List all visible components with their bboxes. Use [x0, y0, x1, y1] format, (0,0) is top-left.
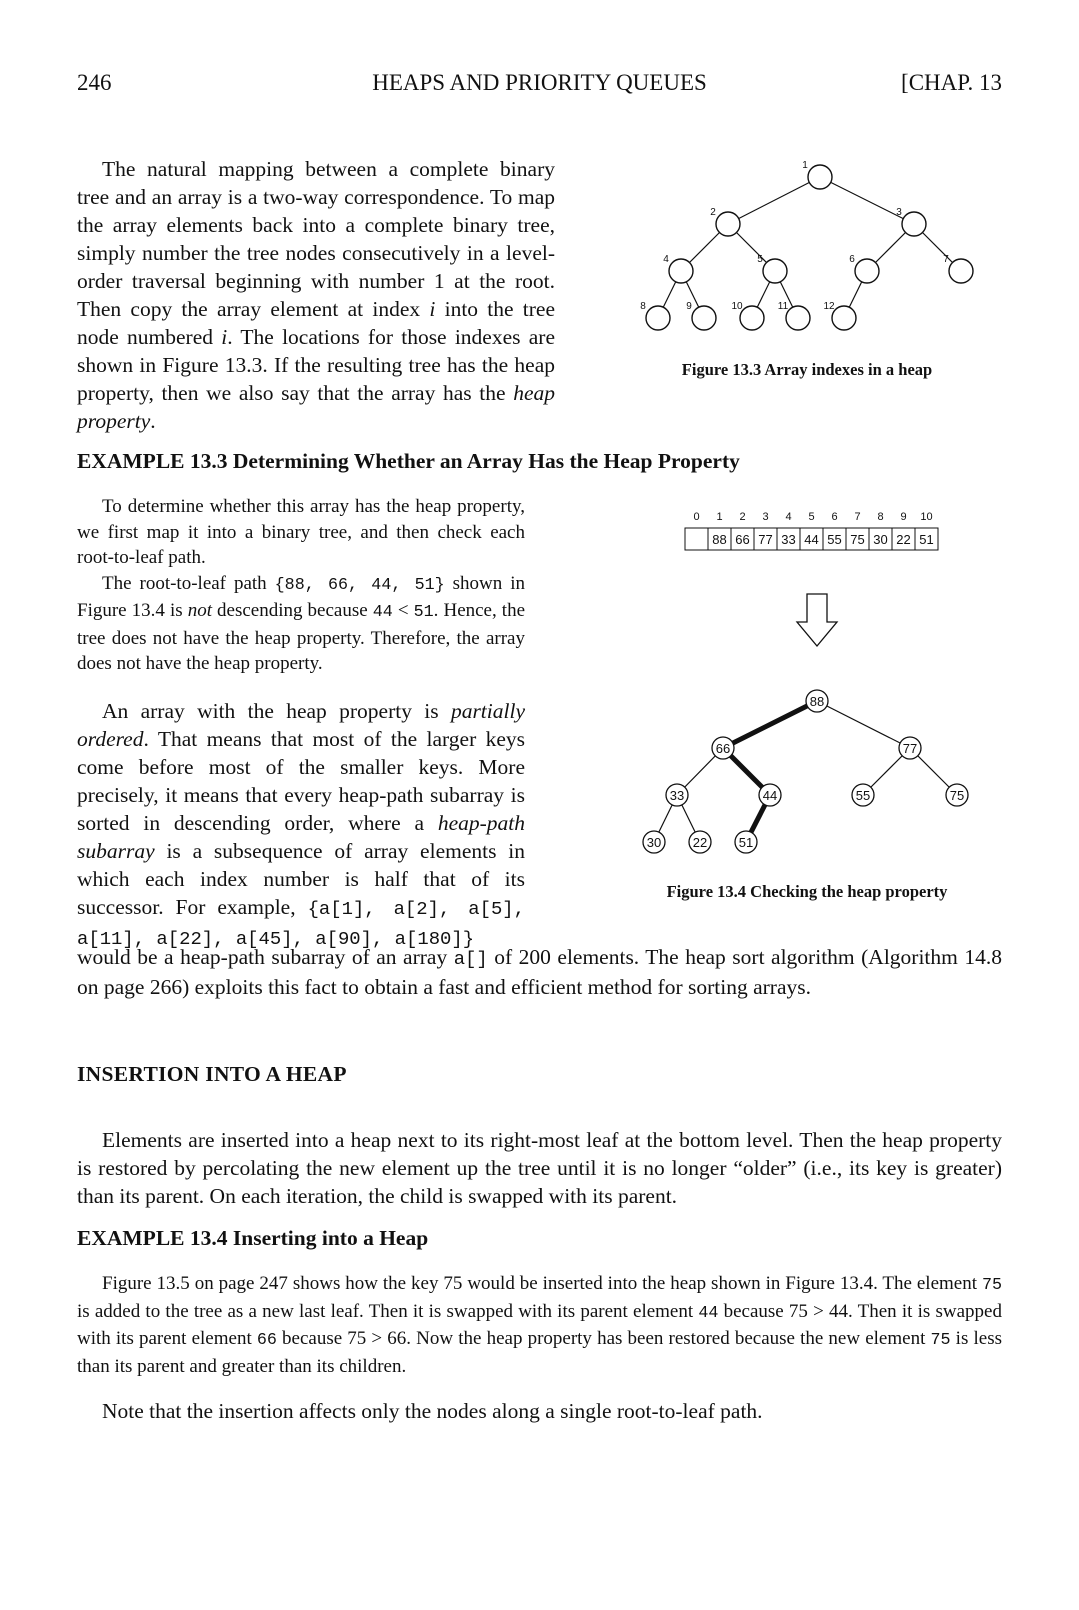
text: Elements are inserted into a heap next to its right-most leaf at the bottom level. Then the heap property is restored by percolating the new element up the tree until it is no longer “older” (i.e., its key is greater) than its parent. On each iteration, the child is swapped with its parent.	[77, 1128, 1002, 1208]
array-index-label: 9	[900, 511, 907, 523]
code: 75	[930, 1331, 951, 1350]
tree-node	[716, 212, 740, 236]
tree-node-value: 66	[715, 741, 731, 756]
text: <	[392, 600, 414, 621]
array-index-label: 6	[831, 511, 838, 523]
paragraph-partially-ordered-narrow	[77, 697, 525, 953]
tree-node-value: 88	[809, 694, 825, 709]
array-cell-value: 66	[735, 532, 750, 547]
node-index-label: 3	[896, 207, 902, 218]
array-cell-value: 33	[781, 532, 796, 547]
array-index-label: 3	[762, 511, 769, 523]
text: . Hence, the tree does not have the heap property. Therefore, the array does not have the heap property.	[77, 600, 526, 674]
tree-node-value: 22	[692, 835, 708, 850]
emphasis: heap property	[77, 381, 555, 433]
array-index-label: 10	[920, 511, 933, 523]
node-index-label: 10	[731, 301, 743, 312]
tree-node-value: 75	[949, 788, 965, 803]
array-cell-value: 55	[827, 532, 842, 547]
text: would be a heap-path subarray of an array	[77, 945, 454, 969]
node-index-label: 11	[777, 301, 789, 312]
node-index-label: 8	[640, 301, 646, 312]
tree-node	[740, 306, 764, 330]
node-index-label: 5	[757, 254, 763, 265]
array-cell	[685, 528, 708, 550]
node-index-label: 6	[849, 254, 855, 265]
text: into the tree node numbered	[77, 297, 555, 349]
example-13-4-heading: EXAMPLE 13.4 Inserting into a Heap	[77, 1226, 429, 1250]
text: of 200 elements. The heap sort algorithm (Algorithm 14.8 on page 266) exploits this fact to obtain a fast and efficient method for sorting arrays.	[77, 945, 1002, 999]
example-13-3-p1: To determine whether this array has the heap property, we first map it into a binary tree, and then check each root-to-leaf path.	[77, 496, 525, 568]
array-cell-value: 51	[919, 532, 934, 547]
code: 44	[372, 603, 393, 622]
text: is less than its parent and greater than its children.	[77, 1328, 1002, 1377]
tree-node-value: 44	[762, 788, 778, 803]
array-index-label: 0	[693, 511, 700, 523]
text: . The locations for those indexes are shown in Figure 13.3. If the resulting tree has the heap property, then we also say that the array has the	[77, 325, 555, 405]
text: shown in Figure 13.4 is	[77, 572, 525, 621]
node-index-label: 4	[663, 254, 669, 265]
closing-paragraph	[77, 1397, 1002, 1425]
emphasis: i	[429, 297, 436, 321]
tree-node-value: 55	[855, 788, 871, 803]
example-13-3-heading: EXAMPLE 13.3 Determining Whether an Array Has the Heap Property	[77, 449, 740, 473]
node-index-label: 2	[710, 207, 716, 218]
array-index-label: 1	[716, 511, 723, 523]
code: 51	[413, 603, 434, 622]
text: descending because	[211, 600, 373, 621]
tree-node	[646, 306, 670, 330]
text: . That means that most of the larger keys come before most of the smaller keys. More precisely, it means that every heap-path subarray is sorted in descending order, where a	[77, 727, 525, 835]
tree-node	[855, 259, 879, 283]
node-index-label: 7	[943, 254, 949, 265]
code: {88, 66, 44, 51}	[274, 575, 445, 595]
figure-13-3-caption: Figure 13.3 Array indexes in a heap	[681, 360, 933, 379]
node-index-label: 12	[823, 301, 835, 312]
running-title: HEAPS AND PRIORITY QUEUES	[372, 70, 707, 95]
array-cell-value: 77	[758, 532, 773, 547]
code: 75	[981, 1276, 1002, 1295]
chapter-label: [CHAP. 13	[901, 70, 1002, 95]
array-index-label: 4	[785, 511, 792, 523]
array-index-label: 8	[877, 511, 884, 523]
array-cell-value: 22	[896, 532, 911, 547]
text: Figure 13.5 on page 247 shows how the key 75 would be inserted into the heap shown in Figure 13.4. The element	[102, 1273, 982, 1294]
tree-node	[669, 259, 693, 283]
array-cell-value: 30	[873, 532, 888, 547]
text: is a subsequence of array elements in which each index number is half that of its successor. For example,	[77, 839, 525, 919]
text: .	[150, 409, 156, 433]
text: because 75 > 66. Now the heap property has been restored because the new element	[276, 1328, 931, 1349]
code: a[]	[453, 948, 488, 970]
code: 66	[256, 1331, 277, 1350]
down-arrow-icon	[797, 594, 837, 646]
section-heading: INSERTION INTO A HEAP	[77, 1062, 347, 1086]
array-cell-value: 44	[804, 532, 819, 547]
emphasis: i	[221, 325, 228, 349]
tree-node	[832, 306, 856, 330]
text: is added to the tree as a new last leaf. Then it is swapped with its parent element	[77, 1300, 699, 1322]
text: An array with the heap property is	[102, 699, 451, 723]
highlighted-path-edge	[723, 701, 817, 748]
figure-13-3-tree	[77, 0, 1002, 400]
emphasis: partially ordered	[77, 699, 525, 751]
tree-node	[763, 259, 787, 283]
tree-node	[808, 165, 832, 189]
array-index-label: 2	[739, 511, 746, 523]
tree-node	[692, 306, 716, 330]
page-number: 246	[77, 70, 112, 95]
node-index-label: 1	[802, 160, 808, 171]
tree-node	[786, 306, 810, 330]
array-cell-value: 75	[850, 532, 865, 547]
text: The root-to-leaf path	[102, 572, 275, 594]
section-paragraph	[77, 1126, 1002, 1210]
emphasis: heap-path subarray	[77, 811, 525, 863]
tree-node-value: 30	[646, 835, 662, 850]
tree-edge	[728, 177, 820, 224]
node-index-label: 9	[686, 301, 692, 312]
tree-node-value: 77	[902, 741, 918, 756]
tree-node	[902, 212, 926, 236]
figure-13-4-caption: Figure 13.4 Checking the heap property	[666, 882, 948, 901]
tree-node-value: 33	[669, 788, 685, 803]
code: {a[1], a[2], a[5], a[11], a[22], a[45], a[90], a[180]}	[77, 898, 525, 950]
array-index-label: 7	[854, 511, 861, 523]
tree-edge	[817, 701, 910, 748]
text: because 75 > 44. Then it is swapped with its parent element	[77, 1300, 1002, 1349]
example-13-4-text	[77, 1271, 1002, 1379]
code: 44	[698, 1303, 719, 1323]
array-cell-value: 88	[712, 532, 727, 547]
emphasis: not	[187, 600, 212, 621]
text: The natural mapping between a complete binary tree and an array is a two-way correspondence. To map the array elements back into a complete binary tree, simply number the tree nodes consecutively in a level-order traversal beginning with number 1 at the root. Then copy the array element at index	[77, 157, 555, 321]
text: Note that the insertion affects only the nodes along a single root-to-leaf path.	[102, 1399, 763, 1423]
tree-node-value: 51	[738, 835, 754, 850]
tree-node	[949, 259, 973, 283]
array-index-label: 5	[808, 511, 815, 523]
paragraph-partially-ordered-wide	[77, 943, 1002, 1001]
